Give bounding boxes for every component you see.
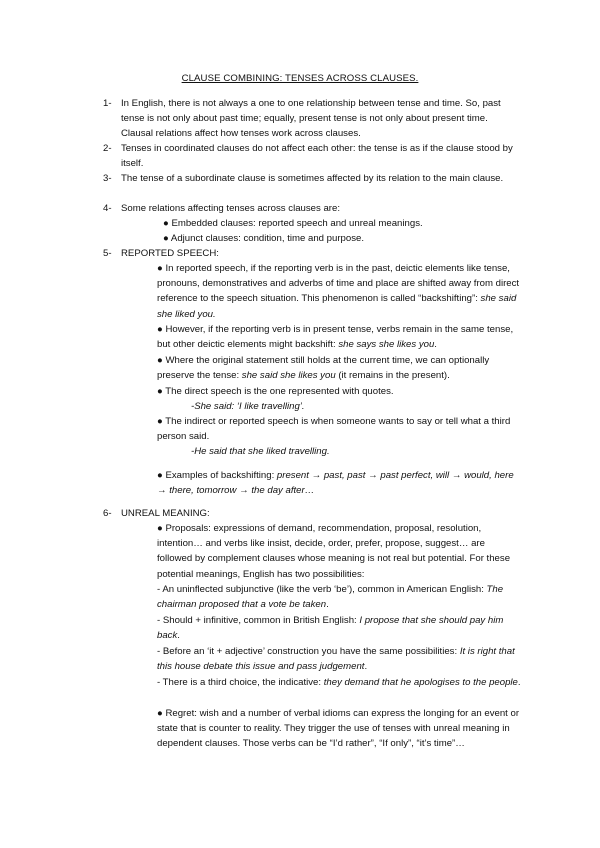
paragraph: - Should + infinitive, common in British English: I propose that she should pay him back. [157, 615, 504, 642]
section-text: Tenses in coordinated clauses do not affect each other: the tense is as if the clause stood by itself. [121, 143, 513, 170]
paragraph: ● Where the original statement still holds at the current time, we can optionally preserve the tense: she said she likes you (it remains in the present). [157, 355, 490, 382]
paragraph: ● The direct speech is the one represented with quotes. [157, 386, 394, 397]
paragraph: ● In reported speech, if the reporting verb is in the past, deictic elements like tense, pronouns, demonstratives and adverbs of time and place are shifted away from direct reference to the speech situation. This phenomenon is called “backshifting”: she said she liked you. [157, 263, 520, 320]
paragraph: - An uninflected subjunctive (like the verb ‘be’), common in American English: The chairman proposed that a vote be taken. [157, 584, 504, 611]
bullet-item: ● Adjunct clauses: condition, time and purpose. [163, 233, 364, 244]
section-text: In English, there is not always a one to one relationship between tense and time. So, past tense is not only about past time; equally, present tense is not only about present time. Clausal relations affect how tenses work across clauses. [121, 98, 501, 140]
section-text: The tense of a subordinate clause is sometimes affected by its relation to the main clause. [121, 173, 504, 184]
paragraph: ● The indirect or reported speech is when someone wants to say or tell what a third person said. [157, 416, 511, 443]
paragraph: ● Regret: wish and a number of verbal idioms can express the longing for an event or state that is counter to reality. They trigger the use of tenses with unreal meaning in dependent clauses. Those verbs can be “I’d rather”, “If only”, “it’s time”… [157, 708, 520, 750]
example-quote: -He said that she liked travelling. [191, 446, 330, 457]
section-heading: UNREAL MEANING: [121, 508, 210, 519]
section-number: 2- [103, 143, 112, 154]
section-text: Some relations affecting tenses across clauses are: [121, 203, 340, 214]
section-number: 6- [103, 508, 112, 519]
section-number: 5- [103, 248, 112, 259]
paragraph: - Before an ‘it + adjective’ construction you have the same possibilities: It is right that this house debate this issue and pass judgement. [157, 646, 515, 673]
section-number: 1- [103, 98, 112, 109]
page-title: CLAUSE COMBINING: TENSES ACROSS CLAUSES. [181, 73, 419, 84]
section-number: 3- [103, 173, 112, 184]
paragraph: ● Proposals: expressions of demand, recommendation, proposal, resolution, intention… and verbs like insist, decide, order, prefer, propose, suggest… are followed by complement clauses whose meaning is not real but potential. For these potential meanings, English has two possibilities: [157, 523, 511, 580]
bullet-item: ● Embedded clauses: reported speech and unreal meanings. [163, 218, 423, 229]
section-number: 4- [103, 203, 112, 214]
paragraph: ● Examples of backshifting: present → past, past → past perfect, will → would, here → there, tomorrow → the day after… [157, 470, 514, 497]
section-heading: REPORTED SPEECH: [121, 248, 219, 259]
example-quote: -She said: ‘I like travelling’. [191, 401, 305, 412]
paragraph: ● However, if the reporting verb is in present tense, verbs remain in the same tense, but other deictic elements might backshift: she says she likes you. [157, 324, 514, 351]
paragraph: - There is a third choice, the indicative: they demand that he apologises to the people. [157, 677, 521, 688]
